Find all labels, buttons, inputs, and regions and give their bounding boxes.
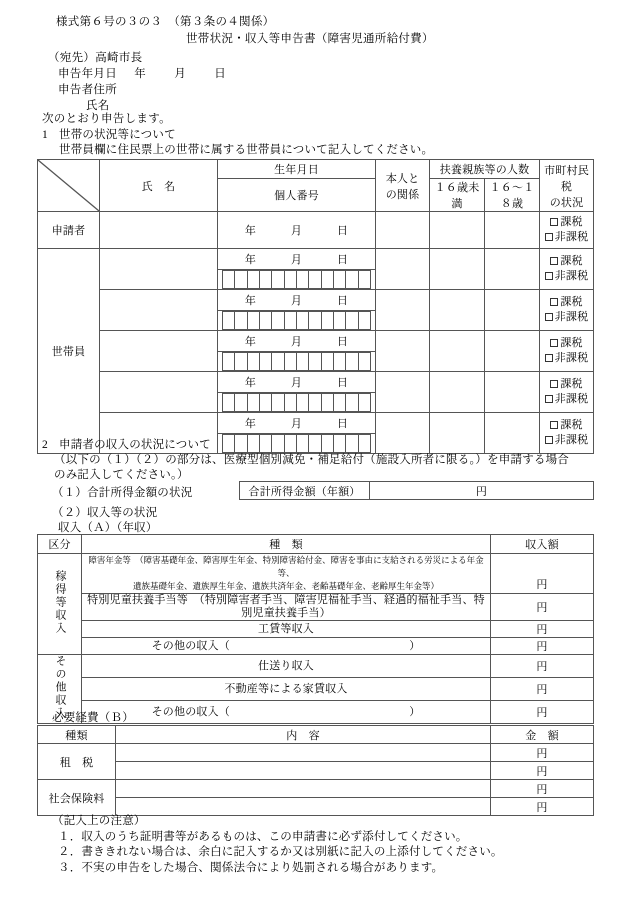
income-kind-rent: 不動産等による家賃収入	[82, 678, 491, 701]
tax-taxable-label: 課税	[560, 337, 583, 349]
tax-option-non-taxable[interactable]	[540, 351, 593, 366]
tax-nontaxable-label: 非課税	[554, 393, 589, 405]
notes-title: （記入上の注意）	[52, 815, 146, 827]
yen-unit: 円	[536, 747, 548, 760]
table-row	[38, 638, 594, 655]
mynum-wrap	[218, 311, 375, 330]
table-row	[38, 594, 594, 621]
total-income-table	[239, 481, 594, 500]
col-header-relation-line2: の関係	[385, 188, 420, 201]
diagonal-line-icon	[38, 160, 99, 211]
yen-unit: 円	[536, 684, 548, 696]
checkbox-icon[interactable]	[545, 313, 553, 321]
declaration-date-slot	[120, 66, 240, 82]
member-tax-status[interactable]	[540, 290, 594, 331]
checkbox-icon[interactable]	[545, 354, 553, 362]
date-year-label: 年	[134, 68, 147, 80]
col-header-tax-line1: 市町村民税	[544, 164, 589, 193]
member-tax-status[interactable]	[540, 249, 594, 290]
col-header-municipal-tax	[540, 160, 594, 212]
total-income-label: 合計所得金額（年額）	[240, 482, 370, 500]
mynum-wrap	[218, 352, 375, 371]
member-under16-input[interactable]	[430, 372, 485, 413]
section1-heading	[42, 128, 433, 158]
dob-year-label: 年	[244, 377, 257, 389]
yen-unit: 円	[475, 485, 488, 498]
expense-col-header-amount: 金 額	[491, 726, 594, 744]
dob-day-label: 日	[336, 295, 349, 307]
expense-col-header-kind: 種類	[38, 726, 116, 744]
section2-title: 申請者の収入の状況について	[59, 439, 211, 451]
note-item-2: ２．書ききれない場合は、余白に記入するか又は別紙に記入の上添付してください。	[58, 846, 503, 858]
col-header-under16: １６歳未満	[430, 179, 485, 212]
applicant-dob-line	[218, 212, 375, 248]
member-tax-status[interactable]	[540, 372, 594, 413]
expense-content-tax-2[interactable]	[116, 762, 491, 780]
mynum-box	[222, 352, 371, 371]
tax-option-taxable[interactable]	[540, 215, 593, 230]
checkbox-icon[interactable]	[545, 395, 553, 403]
item2-label: （２）収入等の状況	[52, 507, 158, 519]
tax-nontaxable-label: 非課税	[554, 311, 589, 323]
mynum-box	[222, 311, 371, 330]
expense-col-header-content: 内 容	[116, 726, 491, 744]
applicant-name-input[interactable]	[100, 212, 218, 249]
checkbox-icon[interactable]	[550, 421, 558, 429]
expense-label: 必要経費（Ｂ）	[52, 712, 134, 724]
member-personal-number-input[interactable]	[218, 270, 376, 290]
table-row	[38, 331, 594, 352]
personal-number-cells[interactable]	[223, 394, 370, 411]
notes-block	[52, 814, 503, 876]
tax-option-taxable[interactable]	[540, 295, 593, 310]
member-16to18-input[interactable]	[485, 372, 540, 413]
table-row	[38, 372, 594, 393]
household-table	[37, 159, 594, 454]
expense-content-insurance-1[interactable]	[116, 780, 491, 798]
checkbox-icon[interactable]	[550, 218, 558, 226]
section2-note-line1: （以下の（１）（２）の部分は、医療型個別減免・補足給付（施設入所者に限る。）を申請する場合	[54, 454, 569, 466]
dob-day-label: 日	[336, 418, 349, 430]
tax-taxable-label: 課税	[560, 216, 583, 228]
mynum-box	[222, 393, 371, 412]
applicant-birthdate-input[interactable]	[218, 212, 376, 249]
tax-nontaxable-label: 非課税	[554, 231, 589, 243]
income-amount-remittance[interactable]	[491, 655, 594, 678]
income-kind-other-earned[interactable]: その他の収入（ ）	[82, 638, 491, 655]
yen-unit: 円	[536, 624, 548, 636]
income-kind-special-allowance: 特別児童扶養手当等 （特別障害者手当、障害児福祉手当、経過的福祉手当、特別児童扶養手当）	[82, 594, 491, 621]
income-kind-other-misc[interactable]: その他の収入（ ）	[82, 701, 491, 724]
tax-taxable-label: 課税	[560, 419, 583, 431]
applicant-name-label: 氏名	[86, 100, 110, 112]
tax-option-taxable[interactable]	[540, 336, 593, 351]
table-row	[38, 798, 594, 816]
table-row	[38, 621, 594, 638]
table-row	[240, 482, 594, 500]
expense-amount-insurance-2[interactable]	[491, 798, 594, 816]
expense-amount-insurance-1[interactable]	[491, 780, 594, 798]
household-header-row-1	[38, 160, 594, 179]
member-dob-line	[218, 290, 375, 310]
page-title: 世帯状況・収入等申告書（障害児通所給付費）	[186, 33, 434, 45]
expense-kind-tax: 租 税	[38, 744, 116, 780]
member-dob-line	[218, 249, 375, 269]
member-16to18-input[interactable]	[485, 249, 540, 290]
table-row	[38, 780, 594, 798]
dob-year-label: 年	[244, 254, 257, 266]
tax-option-non-taxable[interactable]	[540, 230, 593, 245]
applicant-row	[38, 212, 594, 249]
table-row	[38, 290, 594, 311]
item1-label: （１）合計所得金額の状況	[52, 487, 193, 499]
dob-day-label: 日	[336, 336, 349, 348]
col-header-relation	[376, 160, 430, 212]
income-group-label-text: 稼得等収入	[54, 570, 66, 635]
table-row	[38, 249, 594, 270]
table-row	[38, 678, 594, 701]
expense-amount-tax-1[interactable]	[491, 744, 594, 762]
member-under16-input[interactable]	[430, 249, 485, 290]
addressee-block	[48, 50, 240, 114]
member-tax-status[interactable]	[540, 331, 594, 372]
member-16to18-input[interactable]	[485, 331, 540, 372]
income-amount-other-misc[interactable]	[491, 701, 594, 724]
applicant-under16-input[interactable]	[430, 212, 485, 249]
member-dob-line	[218, 372, 375, 392]
member-relation-input[interactable]	[376, 290, 430, 331]
dob-year-label: 年	[244, 336, 257, 348]
tax-nontaxable-label: 非課税	[554, 270, 589, 282]
member-name-input[interactable]	[100, 331, 218, 372]
personal-number-cells[interactable]	[223, 353, 370, 370]
income-amount-pension[interactable]	[491, 554, 594, 594]
section2-note-line2: のみ記入してください。）	[54, 469, 189, 481]
expense-content-tax-1[interactable]	[116, 744, 491, 762]
mynum-wrap	[218, 270, 375, 289]
table-row	[38, 762, 594, 780]
applicant-tax-status[interactable]	[540, 212, 594, 249]
expense-amount-tax-2[interactable]	[491, 762, 594, 780]
total-income-input[interactable]	[370, 482, 594, 500]
member-name-input[interactable]	[100, 290, 218, 331]
checkbox-icon[interactable]	[545, 272, 553, 280]
declaration-date-label: 申告年月日	[58, 68, 117, 80]
dob-month-label: 月	[290, 295, 303, 307]
col-header-relation-line1: 本人と	[385, 172, 420, 185]
member-dob-line	[218, 331, 375, 351]
section1-title: 世帯の状況等について	[59, 129, 176, 141]
member-under16-input[interactable]	[430, 331, 485, 372]
yen-unit: 円	[536, 801, 548, 814]
corner-diagonal-cell	[38, 160, 100, 212]
mynum-wrap	[218, 393, 375, 412]
income-kind-wages: 工賃等収入	[82, 621, 491, 638]
checkbox-icon[interactable]	[550, 380, 558, 388]
tax-option-non-taxable[interactable]	[540, 269, 593, 284]
member-personal-number-input[interactable]	[218, 311, 376, 331]
tax-taxable-label: 課税	[560, 296, 583, 308]
section2-number: 2	[42, 439, 48, 451]
table-row	[38, 413, 594, 434]
tax-option-non-taxable[interactable]	[540, 392, 593, 407]
income-amount-special-allowance[interactable]	[491, 594, 594, 621]
yen-unit: 円	[536, 765, 548, 778]
table-row	[38, 744, 594, 762]
col-header-personal-number: 個人番号	[218, 179, 376, 212]
income-group-label-earned	[38, 554, 82, 655]
income-kind-pension-line1: 障害年金等 （障害基礎年金、障害厚生年金、特別障害給付金、障害を事由に支給される労災による年金等、	[88, 555, 484, 578]
income-kind-remittance: 仕送り収入	[82, 655, 491, 678]
income-amount-wages[interactable]	[491, 621, 594, 638]
personal-number-cells[interactable]	[223, 271, 370, 288]
checkbox-icon[interactable]	[545, 233, 553, 241]
row-label-applicant: 申請者	[38, 212, 100, 249]
note-item-1: １．収入のうち証明書等があるものは、この申請書に必ず添付してください。	[58, 830, 468, 843]
member-birthdate-input[interactable]	[218, 372, 376, 393]
section1-number: 1	[42, 129, 48, 141]
note-item-3: ３．不実の申告をした場合、関係法令により処罰される場合があります。	[58, 861, 444, 874]
member-relation-input[interactable]	[376, 331, 430, 372]
member-personal-number-input[interactable]	[218, 352, 376, 372]
intro-text: 次のとおり申告します。	[42, 113, 171, 125]
tax-option-taxable[interactable]	[540, 254, 593, 269]
member-personal-number-input[interactable]	[218, 393, 376, 413]
tax-taxable-label: 課税	[560, 255, 583, 267]
tax-option-taxable[interactable]	[540, 377, 593, 392]
dob-month-label: 月	[290, 336, 303, 348]
income-header-row	[38, 535, 594, 554]
income-col-header-kind: 種 類	[82, 535, 491, 554]
col-header-birthdate: 生年月日	[218, 160, 376, 179]
dob-year-label: 年	[244, 225, 257, 237]
member-under16-input[interactable]	[430, 290, 485, 331]
table-row	[38, 554, 594, 594]
income-a-label: 収入（Ａ）（年収）	[58, 522, 158, 534]
col-header-16to18: １６～１８歳	[485, 179, 540, 212]
yen-unit: 円	[536, 641, 548, 653]
dob-month-label: 月	[290, 254, 303, 266]
col-header-name: 氏 名	[100, 160, 218, 212]
applicant-relation-input[interactable]	[376, 212, 430, 249]
tax-nontaxable-label: 非課税	[554, 352, 589, 364]
row-label-household-member: 世帯員	[38, 249, 100, 454]
tax-nontaxable-label: 非課税	[554, 434, 589, 446]
tax-option-taxable[interactable]	[540, 418, 593, 433]
member-name-input[interactable]	[100, 249, 218, 290]
income-col-header-amount: 収入額	[491, 535, 594, 554]
member-name-input[interactable]	[100, 372, 218, 413]
tax-option-non-taxable[interactable]	[540, 310, 593, 325]
income-amount-rent[interactable]	[491, 678, 594, 701]
dob-year-label: 年	[244, 295, 257, 307]
member-birthdate-input[interactable]	[218, 249, 376, 270]
checkbox-icon[interactable]	[550, 257, 558, 265]
form-number: 様式第６号の３の３ （第３条の４関係）	[56, 16, 275, 28]
income-col-header-category: 区分	[38, 535, 82, 554]
dob-day-label: 日	[336, 254, 349, 266]
yen-unit: 円	[536, 661, 548, 673]
income-amount-other-earned[interactable]	[491, 638, 594, 655]
dob-month-label: 月	[290, 418, 303, 430]
dob-month-label: 月	[290, 377, 303, 389]
applicant-16to18-input[interactable]	[485, 212, 540, 249]
yen-unit: 円	[536, 707, 548, 719]
tax-taxable-label: 課税	[560, 378, 583, 390]
expense-table	[37, 725, 594, 816]
col-header-tax-line2: の状況	[549, 196, 584, 209]
checkbox-icon[interactable]	[550, 339, 558, 347]
member-birthdate-input[interactable]	[218, 290, 376, 311]
section2-heading	[42, 438, 569, 483]
table-row	[38, 655, 594, 678]
yen-unit: 円	[536, 783, 548, 796]
yen-unit: 円	[536, 602, 548, 614]
member-birthdate-input[interactable]	[218, 413, 376, 434]
income-group-label-text: その他収入	[54, 655, 66, 720]
expense-header-row	[38, 726, 594, 744]
section1-instruction: 世帯員欄に住民票上の世帯に属する世帯員について記入してください。	[59, 144, 434, 156]
member-relation-input[interactable]	[376, 249, 430, 290]
dob-year-label: 年	[244, 418, 257, 430]
income-table	[37, 534, 594, 724]
dob-day-label: 日	[336, 377, 349, 389]
declaration-date-row	[48, 66, 240, 82]
dob-month-label: 月	[290, 225, 303, 237]
date-day-label: 日	[214, 68, 227, 80]
income-kind-pension	[82, 554, 491, 594]
member-16to18-input[interactable]	[485, 290, 540, 331]
yen-unit: 円	[536, 579, 548, 591]
member-dob-line	[218, 413, 375, 433]
personal-number-cells[interactable]	[223, 312, 370, 329]
mynum-box	[222, 270, 371, 289]
addressee: （宛先）高崎市長	[48, 52, 143, 64]
applicant-address-label: 申告者住所	[58, 84, 117, 96]
expense-kind-insurance: 社会保険料	[38, 780, 116, 816]
income-kind-pension-line2: 遺族基礎年金、遺族厚生年金、遺族共済年金、老齢基礎年金、老齢厚生年金等）	[132, 581, 439, 591]
checkbox-icon[interactable]	[550, 298, 558, 306]
member-birthdate-input[interactable]	[218, 331, 376, 352]
expense-content-insurance-2[interactable]	[116, 798, 491, 816]
member-relation-input[interactable]	[376, 372, 430, 413]
col-header-dependents: 扶養親族等の人数	[430, 160, 540, 179]
dob-day-label: 日	[336, 225, 349, 237]
date-month-label: 月	[174, 68, 187, 80]
